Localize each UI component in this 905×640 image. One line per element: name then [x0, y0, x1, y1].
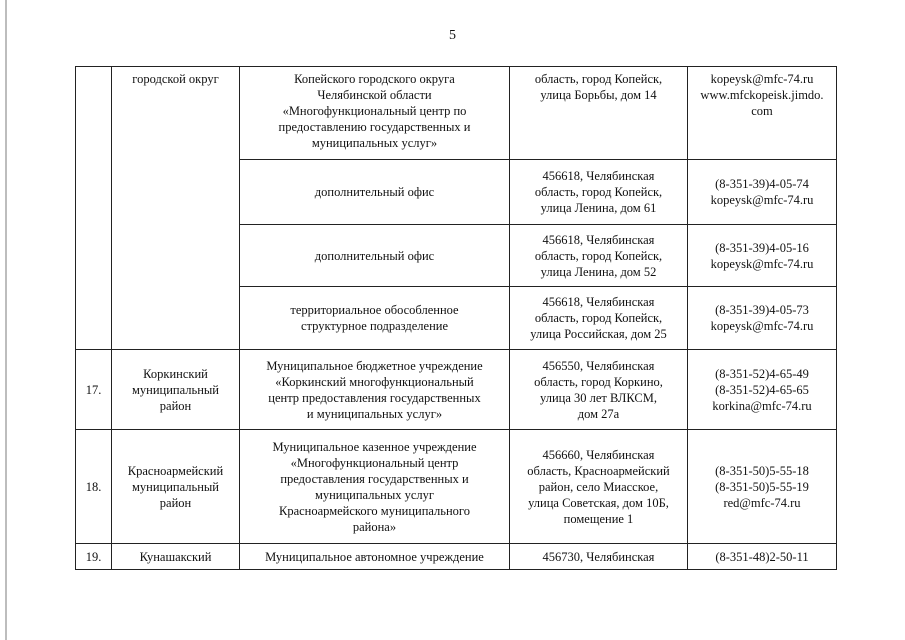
address: область, город Копейск, улица Борьбы, дом 14: [510, 67, 688, 160]
district-name: Красноармейский муниципальный район: [112, 430, 240, 544]
organization-name: Копейского городского округа Челябинской области «Многофункциональный центр по предоставлению государственных и муниципальных услуг»: [240, 67, 510, 160]
district-name: городской округ: [112, 67, 240, 350]
row-number: 18.: [76, 430, 112, 544]
page-left-edge: [5, 0, 7, 640]
table-row: [76, 350, 837, 430]
organization-name: дополнительный офис: [240, 160, 510, 225]
organization-name: территориальное обособленное структурное подразделение: [240, 287, 510, 350]
district-name: Кунашакский: [112, 544, 240, 570]
address: 456730, Челябинская: [510, 544, 688, 570]
row-number: [76, 67, 112, 350]
district-name: Коркинский муниципальный район: [112, 350, 240, 430]
table-row: [76, 67, 837, 160]
page-number: 5: [449, 28, 456, 43]
address: 456660, Челябинская область, Красноармейский район, село Миасское, улица Советская, дом 10Б, помещение 1: [510, 430, 688, 544]
address: 456550, Челябинская область, город Коркино, улица 30 лет ВЛКСМ, дом 27а: [510, 350, 688, 430]
contacts: (8-351-39)4-05-74 kopeysk@mfc-74.ru: [688, 160, 837, 225]
address: 456618, Челябинская область, город Копейск, улица Российская, дом 25: [510, 287, 688, 350]
table-row: [76, 430, 837, 544]
address: 456618, Челябинская область, город Копейск, улица Ленина, дом 52: [510, 225, 688, 287]
address: 456618, Челябинская область, город Копейск, улица Ленина, дом 61: [510, 160, 688, 225]
organization-name: Муниципальное казенное учреждение «Многофункциональный центр предоставления государственных и муниципальных услуг Красноармейского муниципального района»: [240, 430, 510, 544]
contacts: (8-351-39)4-05-16 kopeysk@mfc-74.ru: [688, 225, 837, 287]
row-number: 17.: [76, 350, 112, 430]
organization-name: дополнительный офис: [240, 225, 510, 287]
contacts: (8-351-48)2-50-11: [688, 544, 837, 570]
contacts: (8-351-52)4-65-49 (8-351-52)4-65-65 korkina@mfc-74.ru: [688, 350, 837, 430]
organization-name: Муниципальное автономное учреждение: [240, 544, 510, 570]
row-number: 19.: [76, 544, 112, 570]
table-row: [76, 544, 837, 570]
contacts: (8-351-39)4-05-73 kopeysk@mfc-74.ru: [688, 287, 837, 350]
contacts: (8-351-50)5-55-18 (8-351-50)5-55-19 red@mfc-74.ru: [688, 430, 837, 544]
mfc-table: [75, 66, 837, 570]
contacts: kopeysk@mfc-74.ru www.mfckopeisk.jimdo. com: [688, 67, 837, 160]
organization-name: Муниципальное бюджетное учреждение «Коркинский многофункциональный центр предоставления государственных и муниципальных услуг»: [240, 350, 510, 430]
